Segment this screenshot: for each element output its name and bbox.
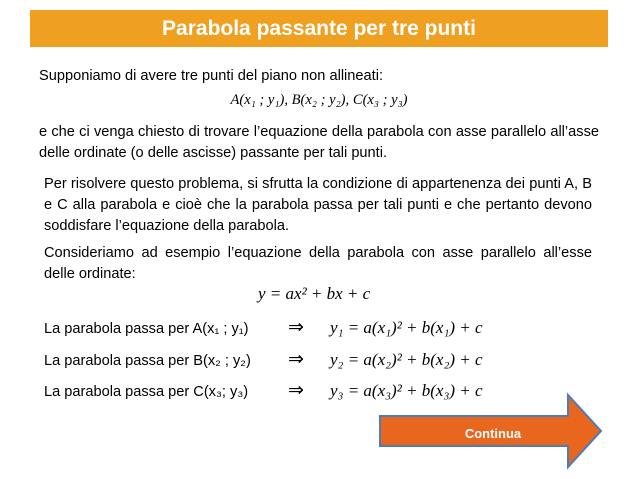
implies-arrow-icon: ⇒ [288, 348, 304, 370]
points-list: A(x₁ ; y₁), B(x₂ ; y₂), C(x₃ ; y₃) [230, 92, 408, 108]
question-paragraph: e che ci venga chiesto di trovare l’equazione della parabola con asse parallelo all’asse delle ordinate (o delle ascisse) passante per tali punti. [39, 124, 599, 161]
condition-c-label: La parabola passa per C(x₃; y₃) [44, 384, 249, 400]
condition-b-equation: y₂ = a(x₂)² + b(x₂) + c [330, 350, 483, 369]
general-equation: y = ax² + bx + c [258, 284, 371, 303]
continue-label: Continua [464, 426, 522, 441]
condition-b-label: La parabola passa per B(x₂ ; y₂) [44, 353, 251, 369]
implies-arrow-icon: ⇒ [288, 316, 304, 338]
implies-arrow-icon: ⇒ [288, 379, 304, 401]
page-title: Parabola passante per tre punti [30, 10, 608, 47]
intro-text: Supponiamo di avere tre punti del piano non allineati: [39, 68, 384, 84]
continue-button[interactable] [378, 392, 604, 470]
condition-a-label: La parabola passa per A(x₁ ; y₁) [44, 321, 249, 337]
condition-c-equation: y₃ = a(x₃)² + b(x₃) + c [330, 381, 483, 400]
condition-a-equation: y₁ = a(x₁)² + b(x₁) + c [330, 318, 483, 337]
example-paragraph: Consideriamo ad esempio l’equazione della parabola con asse parallelo all’esse delle ordinate: [44, 245, 592, 282]
method-paragraph: Per risolvere questo problema, si sfrutta la condizione di appartenenza dei punti A, B e C alla parabola e cioè che la parabola passa per tali punti e che pertanto devono soddisfare l’equazione della parabola. [44, 176, 592, 234]
